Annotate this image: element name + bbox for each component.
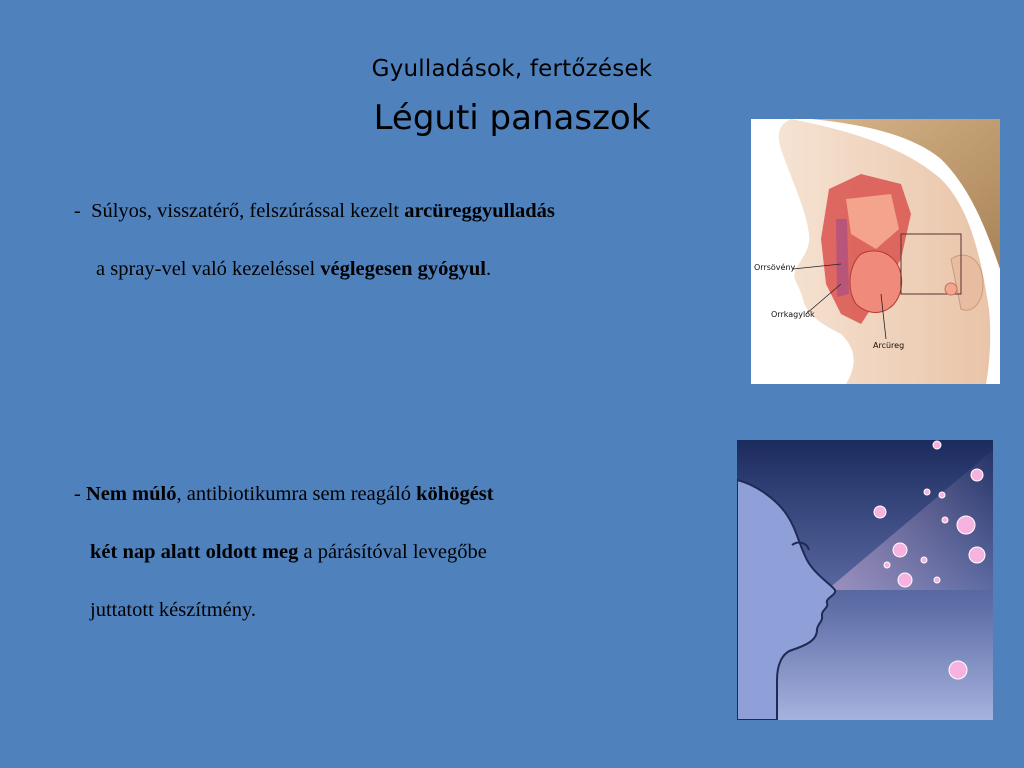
bullet-sinusitis	[74, 197, 555, 283]
bullet2-mid: , antibiotikumra sem reagáló	[176, 483, 417, 505]
inhalation-image	[737, 440, 993, 720]
label-orrkagylok: Orrkagylók	[771, 310, 815, 319]
bullet1-line2-text: a spray-vel való kezeléssel	[96, 258, 321, 280]
bullet1-text: Súlyos, visszatérő, felszúrással kezelt	[91, 200, 405, 222]
bullet1-bold-cured: véglegesen gyógyul	[320, 258, 486, 280]
bullet1-bold-sinusitis: arcüreggyulladás	[404, 200, 555, 222]
bullet-cough	[74, 480, 494, 624]
inhalation-illustration	[737, 440, 993, 720]
label-arcureg: Arcüreg	[873, 341, 905, 350]
page-title: Léguti panaszok	[373, 98, 651, 138]
bullet2-bold-cough: köhögést	[416, 483, 494, 505]
bullet2-bold-persistent: Nem múló	[85, 483, 177, 505]
bullet2-line2	[90, 538, 494, 566]
sinus-anatomy-image	[751, 119, 1000, 384]
bullet2-line1	[74, 480, 494, 508]
bullet1-line2	[96, 255, 555, 283]
label-orrsoveny: Orrsövény	[754, 263, 796, 272]
bullet2-dash: -	[74, 483, 86, 505]
bullet-dash: -	[74, 200, 81, 222]
bullet2-line2-rest: a párásítóval levegőbe	[298, 541, 487, 563]
sinus-illustration	[751, 119, 1000, 384]
bullet1-period: .	[485, 258, 492, 280]
bullet2-bold-two-days: két nap alatt oldott meg	[90, 541, 299, 563]
bullet2-line3: juttatott készítmény.	[90, 599, 257, 621]
subtitle: Gyulladások, fertőzések	[371, 56, 653, 82]
